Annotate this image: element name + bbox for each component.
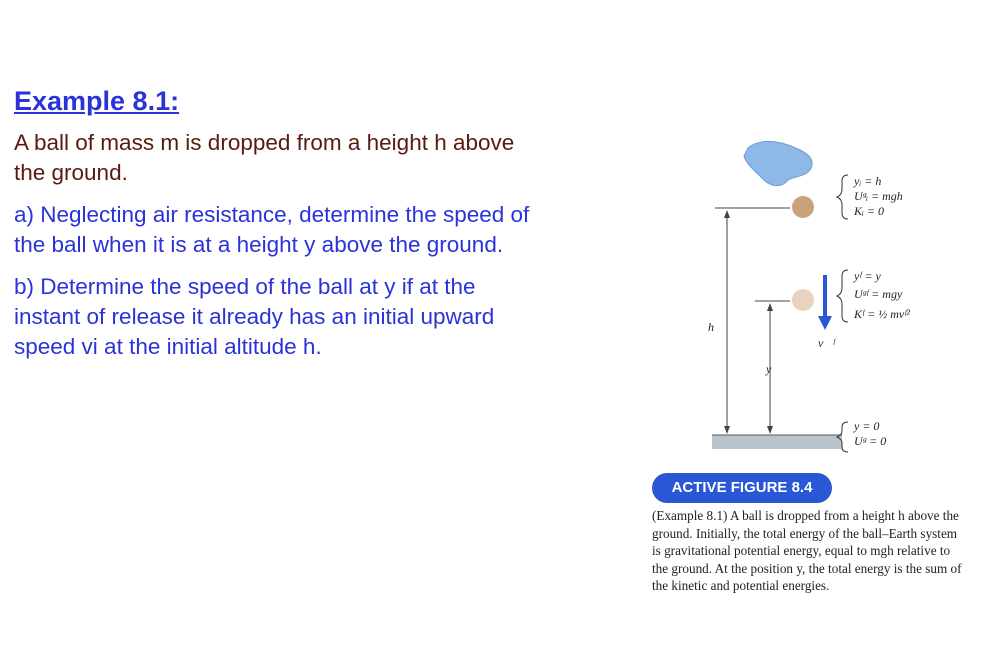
ground <box>712 435 842 449</box>
example-text-block <box>14 84 534 374</box>
y-label: y <box>766 362 772 376</box>
example-title: Example 8.1: <box>14 86 180 116</box>
ball-initial <box>792 196 814 218</box>
mid-state-line-3: Kᶠ = ½ mvᶠ² <box>854 307 910 321</box>
bottom-state-line-2: Uᵍ = 0 <box>854 434 887 448</box>
ball-position-y <box>792 289 814 311</box>
velocity-arrow <box>818 316 832 330</box>
top-state-line-1: yᵢ = h <box>854 174 882 188</box>
velocity-label: v⃗ᶠ <box>818 336 835 350</box>
active-figure-badge: ACTIVE FIGURE 8.4 <box>652 473 832 503</box>
ball-drop-diagram <box>640 130 970 470</box>
hand-icon <box>744 141 812 185</box>
mid-state-line-1: yᶠ = y <box>854 269 881 283</box>
mid-state-line-2: Uᵍᶠ = mgy <box>854 287 903 301</box>
top-state-line-3: Kᵢ = 0 <box>854 204 884 218</box>
bottom-state-line-1: y = 0 <box>854 419 880 433</box>
h-label: h <box>708 320 714 334</box>
problem-intro: A ball of mass m is dropped from a height h above the ground. <box>14 130 515 185</box>
problem-part-b: b) Determine the speed of the ball at y if at the instant of release it already has an initial upward speed vi at the initial altitude h. <box>14 274 495 359</box>
top-state-line-2: Uᵍᵢ = mgh <box>854 189 903 203</box>
ball-drop-figure <box>640 130 970 470</box>
figure-caption: (Example 8.1) A ball is dropped from a height h above the ground. Initially, the total energy of the ball–Earth system is gravitational potential energy, equal to mgh relative to the ground. At the position y, the total energy is the sum of the kinetic and potential energies. <box>652 508 962 593</box>
problem-part-a: a) Neglecting air resistance, determine the speed of the ball when it is at a height y above the ground. <box>14 202 530 257</box>
